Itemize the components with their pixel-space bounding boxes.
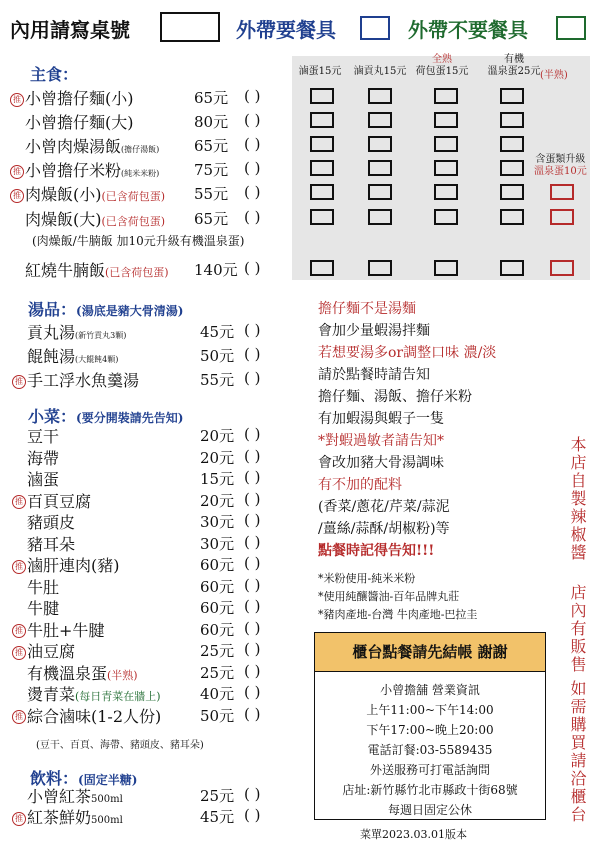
- quantity-field[interactable]: ( ): [244, 489, 261, 508]
- item-price: 60元: [200, 620, 235, 639]
- takeout-no-utensils-label: 外帶不要餐具: [408, 18, 528, 42]
- item-price: 25元: [200, 663, 235, 682]
- egg-option-checkbox[interactable]: [368, 209, 392, 225]
- item-price: 45元: [200, 808, 235, 826]
- quantity-field[interactable]: ( ): [244, 345, 261, 363]
- item-price: 140元: [194, 261, 238, 279]
- menu-item-name: [10, 110, 134, 133]
- quantity-field[interactable]: ( ): [244, 618, 261, 637]
- recommend-badge: 推: [12, 624, 26, 638]
- quantity-field[interactable]: ( ): [244, 183, 261, 201]
- item-unit: 500ml: [91, 815, 123, 826]
- menu-item-name: [12, 575, 59, 598]
- egg-option-checkbox[interactable]: [434, 136, 458, 152]
- egg-option-checkbox[interactable]: [500, 88, 524, 104]
- quantity-field[interactable]: ( ): [244, 446, 261, 465]
- main-upgrade-note: (肉燥飯/牛腩飯 加10元升級有機溫泉蛋): [32, 234, 245, 248]
- item-red-note: (半熟): [107, 668, 138, 682]
- item-price: 55元: [200, 371, 235, 389]
- quantity-field[interactable]: ( ): [244, 785, 261, 803]
- menu-item-name: [10, 182, 165, 205]
- menu-item-name: [12, 489, 91, 512]
- item-price: 45元: [200, 323, 235, 341]
- item-price: 65元: [194, 137, 229, 155]
- menu-version: 菜單2023.03.01版本: [360, 828, 467, 841]
- menu-item-name: [10, 134, 159, 157]
- recommend-badge: 推: [12, 375, 26, 389]
- quantity-field[interactable]: ( ): [244, 661, 261, 680]
- menu-item-name: [12, 510, 75, 533]
- egg-option-checkbox[interactable]: [310, 136, 334, 152]
- recommend-badge: 推: [10, 93, 24, 107]
- egg-header-1: 滷蛋15元: [298, 66, 342, 77]
- quantity-field[interactable]: ( ): [244, 554, 261, 572]
- quantity-field[interactable]: ( ): [244, 704, 261, 723]
- recommend-badge: 推: [12, 646, 26, 660]
- recommend-badge: 推: [12, 812, 26, 826]
- takeout-utensils-checkbox[interactable]: [360, 16, 390, 40]
- quantity-field[interactable]: ( ): [244, 259, 261, 277]
- egg-option-checkbox[interactable]: [500, 112, 524, 128]
- egg-option-checkbox[interactable]: [368, 136, 392, 152]
- shrimp-notes: 擔仔麵、湯飯、擔仔米粉 有加蝦湯與蝦子一隻 *對蝦過敏者請告知* 會改加豬大骨湯調味: [318, 389, 472, 471]
- item-price: 20元: [200, 427, 235, 445]
- item-label: 小曾擔仔米粉: [25, 161, 122, 180]
- menu-item-name: [12, 639, 75, 662]
- egg-option-checkbox[interactable]: [434, 88, 458, 104]
- soup-section-title: 湯品：(湯底是豬大骨清湯): [28, 300, 184, 319]
- quantity-field[interactable]: ( ): [244, 111, 261, 129]
- item-price: 20元: [200, 448, 235, 467]
- menu-item-name: [12, 446, 59, 469]
- egg-option-checkbox[interactable]: [500, 209, 524, 225]
- egg-header-2: 滷貢丸15元: [353, 66, 407, 77]
- menu-item-name: [12, 682, 161, 705]
- egg-option-checkbox[interactable]: [310, 260, 334, 276]
- item-label: 綜合滷味(1-2人份): [27, 706, 162, 726]
- quantity-field[interactable]: ( ): [244, 135, 261, 153]
- item-price: 30元: [200, 534, 235, 553]
- egg-option-checkbox[interactable]: [500, 136, 524, 152]
- main-section-title: 主食：: [30, 65, 79, 84]
- recommend-badge: 推: [10, 189, 24, 203]
- egg-option-checkbox[interactable]: [368, 184, 392, 200]
- item-red-note: (已含荷包蛋): [105, 266, 169, 279]
- egg-option-checkbox[interactable]: [434, 112, 458, 128]
- item-label: 有機溫泉蛋: [27, 663, 108, 683]
- noodle-notes: 擔仔麵不是湯麵 會加少量蝦湯拌麵 若想要湯多or調整口味 濃/淡 請於點餐時請告知: [318, 301, 497, 383]
- egg-option-checkbox[interactable]: [434, 184, 458, 200]
- quantity-field[interactable]: ( ): [244, 532, 261, 551]
- item-label: 滷蛋: [27, 470, 60, 489]
- item-price: 80元: [194, 113, 229, 131]
- item-label: 滷肝連肉(豬): [27, 556, 120, 575]
- egg-option-checkbox[interactable]: [434, 160, 458, 176]
- egg-option-checkbox[interactable]: [500, 160, 524, 176]
- item-price: 75元: [194, 161, 229, 179]
- menu-item-name: [10, 258, 169, 281]
- quantity-field[interactable]: ( ): [244, 87, 261, 105]
- item-price: 50元: [200, 706, 235, 725]
- sides-section-title: 小菜：(要分開裝請先告知): [28, 407, 184, 426]
- quantity-field[interactable]: ( ): [244, 321, 261, 339]
- item-label: 肉燥飯(小): [25, 185, 102, 204]
- menu-item-name: [12, 553, 120, 576]
- egg-upgrade-checkbox[interactable]: [550, 184, 574, 200]
- item-label: 小曾擔仔麵(小): [25, 89, 134, 108]
- item-label: 小曾肉燥湯飯: [25, 137, 122, 156]
- item-label: 豆干: [27, 427, 60, 446]
- item-price: 65元: [194, 210, 229, 228]
- item-price: 25元: [200, 787, 235, 805]
- egg-option-checkbox[interactable]: [434, 260, 458, 276]
- item-price: 30元: [200, 513, 235, 531]
- menu-item-name: [12, 320, 126, 343]
- item-price: 25元: [200, 642, 235, 660]
- menu-item-name: [12, 596, 59, 619]
- menu-item-name: [12, 467, 59, 490]
- egg-option-checkbox[interactable]: [368, 88, 392, 104]
- egg-upgrade-checkbox[interactable]: [550, 209, 574, 225]
- recommend-badge: 推: [12, 495, 26, 509]
- takeout-utensils-label: 外帶要餐具: [236, 18, 336, 42]
- menu-item-name: [12, 661, 138, 684]
- vertical-text-3: 如需購買請洽櫃台: [568, 680, 587, 824]
- recommend-badge: 推: [12, 560, 26, 574]
- quantity-field[interactable]: ( ): [244, 369, 261, 387]
- menu-item-name: [12, 344, 118, 367]
- item-note: (新竹貢丸3顆): [75, 331, 127, 340]
- item-label: 牛肚+牛腱: [27, 620, 105, 640]
- item-price: 40元: [200, 685, 235, 703]
- dine-in-label: 內用請寫桌號: [10, 18, 130, 42]
- item-label: 手工浮水魚羹湯: [27, 371, 140, 390]
- business-info-box: 小曾擔舖 營業資訊 上午11:00~下午14:00 下午17:00~晚上20:00 電話訂餐:03-5589435 外送服務可打電話詢問 店址:新竹縣竹北市縣政十街68號 每週日固定公休: [314, 672, 546, 820]
- item-label: 紅燒牛腩飯: [25, 261, 106, 280]
- item-price: 60元: [200, 599, 235, 617]
- egg-header-4: 有機 溫泉蛋25元: [487, 54, 541, 77]
- item-label: 肉燥飯(大): [25, 210, 102, 229]
- item-red-note: (已含荷包蛋): [101, 215, 166, 228]
- item-label: 餛飩湯: [27, 347, 76, 366]
- item-label: 燙青菜: [27, 685, 76, 704]
- drinks-section-title: 飲料：(固定半糖): [30, 769, 138, 788]
- item-price: 65元: [194, 89, 229, 107]
- menu-item-name: [12, 704, 161, 727]
- vertical-text-1: 本店自製辣椒醬: [568, 436, 587, 562]
- menu-item-name: [12, 805, 123, 828]
- quantity-field[interactable]: ( ): [244, 575, 261, 594]
- item-label: 海帶: [27, 448, 60, 468]
- recommend-badge: 推: [10, 165, 24, 179]
- item-note: (擔仔湯飯): [121, 145, 160, 154]
- table-number-box[interactable]: [160, 12, 220, 42]
- menu-item-name: [12, 784, 123, 807]
- item-label: 油豆腐: [27, 642, 76, 661]
- egg-header-3: 全熟 荷包蛋15元: [415, 54, 469, 77]
- item-green-note: (每日青菜在牆上): [75, 690, 161, 703]
- quantity-field[interactable]: ( ): [244, 425, 261, 443]
- egg-option-checkbox[interactable]: [310, 209, 334, 225]
- item-label: 小曾擔仔麵(大): [25, 113, 134, 132]
- egg-option-checkbox[interactable]: [310, 88, 334, 104]
- item-price: 20元: [200, 491, 235, 510]
- vertical-text-2: 店內有販售: [568, 584, 587, 674]
- menu-item-name: [12, 424, 59, 447]
- quantity-field[interactable]: ( ): [244, 806, 261, 824]
- half-cooked-note: (半熟): [540, 70, 568, 81]
- egg-option-checkbox[interactable]: [500, 184, 524, 200]
- menu-item-name: [10, 158, 159, 181]
- item-label: 百頁豆腐: [27, 491, 92, 511]
- counter-checkout-banner: 櫃台點餐請先結帳 謝謝: [314, 632, 546, 672]
- egg-option-checkbox[interactable]: [368, 260, 392, 276]
- quantity-field[interactable]: ( ): [244, 683, 261, 701]
- egg-option-checkbox[interactable]: [434, 209, 458, 225]
- egg-option-checkbox[interactable]: [500, 260, 524, 276]
- quantity-field[interactable]: ( ): [244, 159, 261, 177]
- item-note: (純米米粉): [121, 169, 160, 178]
- item-label: 紅茶鮮奶: [27, 808, 92, 827]
- item-note: (大餛飩4顆): [75, 355, 119, 364]
- item-price: 15元: [200, 470, 235, 488]
- menu-item-name: [12, 368, 139, 391]
- egg-option-checkbox[interactable]: [310, 160, 334, 176]
- egg-upgrade-checkbox[interactable]: [550, 260, 574, 276]
- menu-item-name: [10, 207, 165, 230]
- egg-option-checkbox[interactable]: [310, 112, 334, 128]
- upgrade-egg-note: 含蛋類升級 溫泉蛋10元: [534, 154, 587, 177]
- item-price: 60元: [200, 577, 235, 596]
- quantity-field[interactable]: ( ): [244, 597, 261, 615]
- item-label: 豬頭皮: [27, 513, 76, 532]
- menu-item-name: [10, 86, 134, 109]
- menu-item-name: [12, 618, 104, 641]
- item-price: 50元: [200, 347, 235, 365]
- item-label: 豬耳朵: [27, 534, 76, 554]
- source-notes: *米粉使用-純米米粉 *使用純釀醬油-百年品牌丸莊 *豬肉產地-台灣 牛肉產地-巴拉圭: [318, 572, 478, 621]
- menu-item-name: [12, 532, 75, 555]
- takeout-no-utensils-checkbox[interactable]: [556, 16, 586, 40]
- item-label: 牛肚: [27, 577, 60, 597]
- item-label: 小曾紅茶: [27, 787, 92, 806]
- item-label: 貢丸湯: [27, 323, 76, 342]
- item-price: 55元: [194, 185, 229, 203]
- quantity-field[interactable]: ( ): [244, 511, 261, 529]
- egg-option-checkbox[interactable]: [310, 184, 334, 200]
- quantity-field[interactable]: ( ): [244, 468, 261, 486]
- quantity-field[interactable]: ( ): [244, 208, 261, 226]
- topping-notes: 有不加的配料 (香菜/蔥花/芹菜/蒜泥 /薑絲/蒜酥/胡椒粉)等 點餐時記得告知!!!: [318, 477, 450, 559]
- recommend-badge: 推: [12, 710, 26, 724]
- item-label: 牛腱: [27, 599, 60, 618]
- egg-option-checkbox[interactable]: [368, 160, 392, 176]
- item-unit: 500ml: [91, 794, 123, 805]
- item-price: 60元: [200, 556, 235, 574]
- quantity-field[interactable]: ( ): [244, 640, 261, 658]
- item-red-note: (已含荷包蛋): [101, 190, 166, 203]
- egg-option-checkbox[interactable]: [368, 112, 392, 128]
- combo-note: (豆干、百頁、海帶、豬頭皮、豬耳朵): [36, 740, 204, 751]
